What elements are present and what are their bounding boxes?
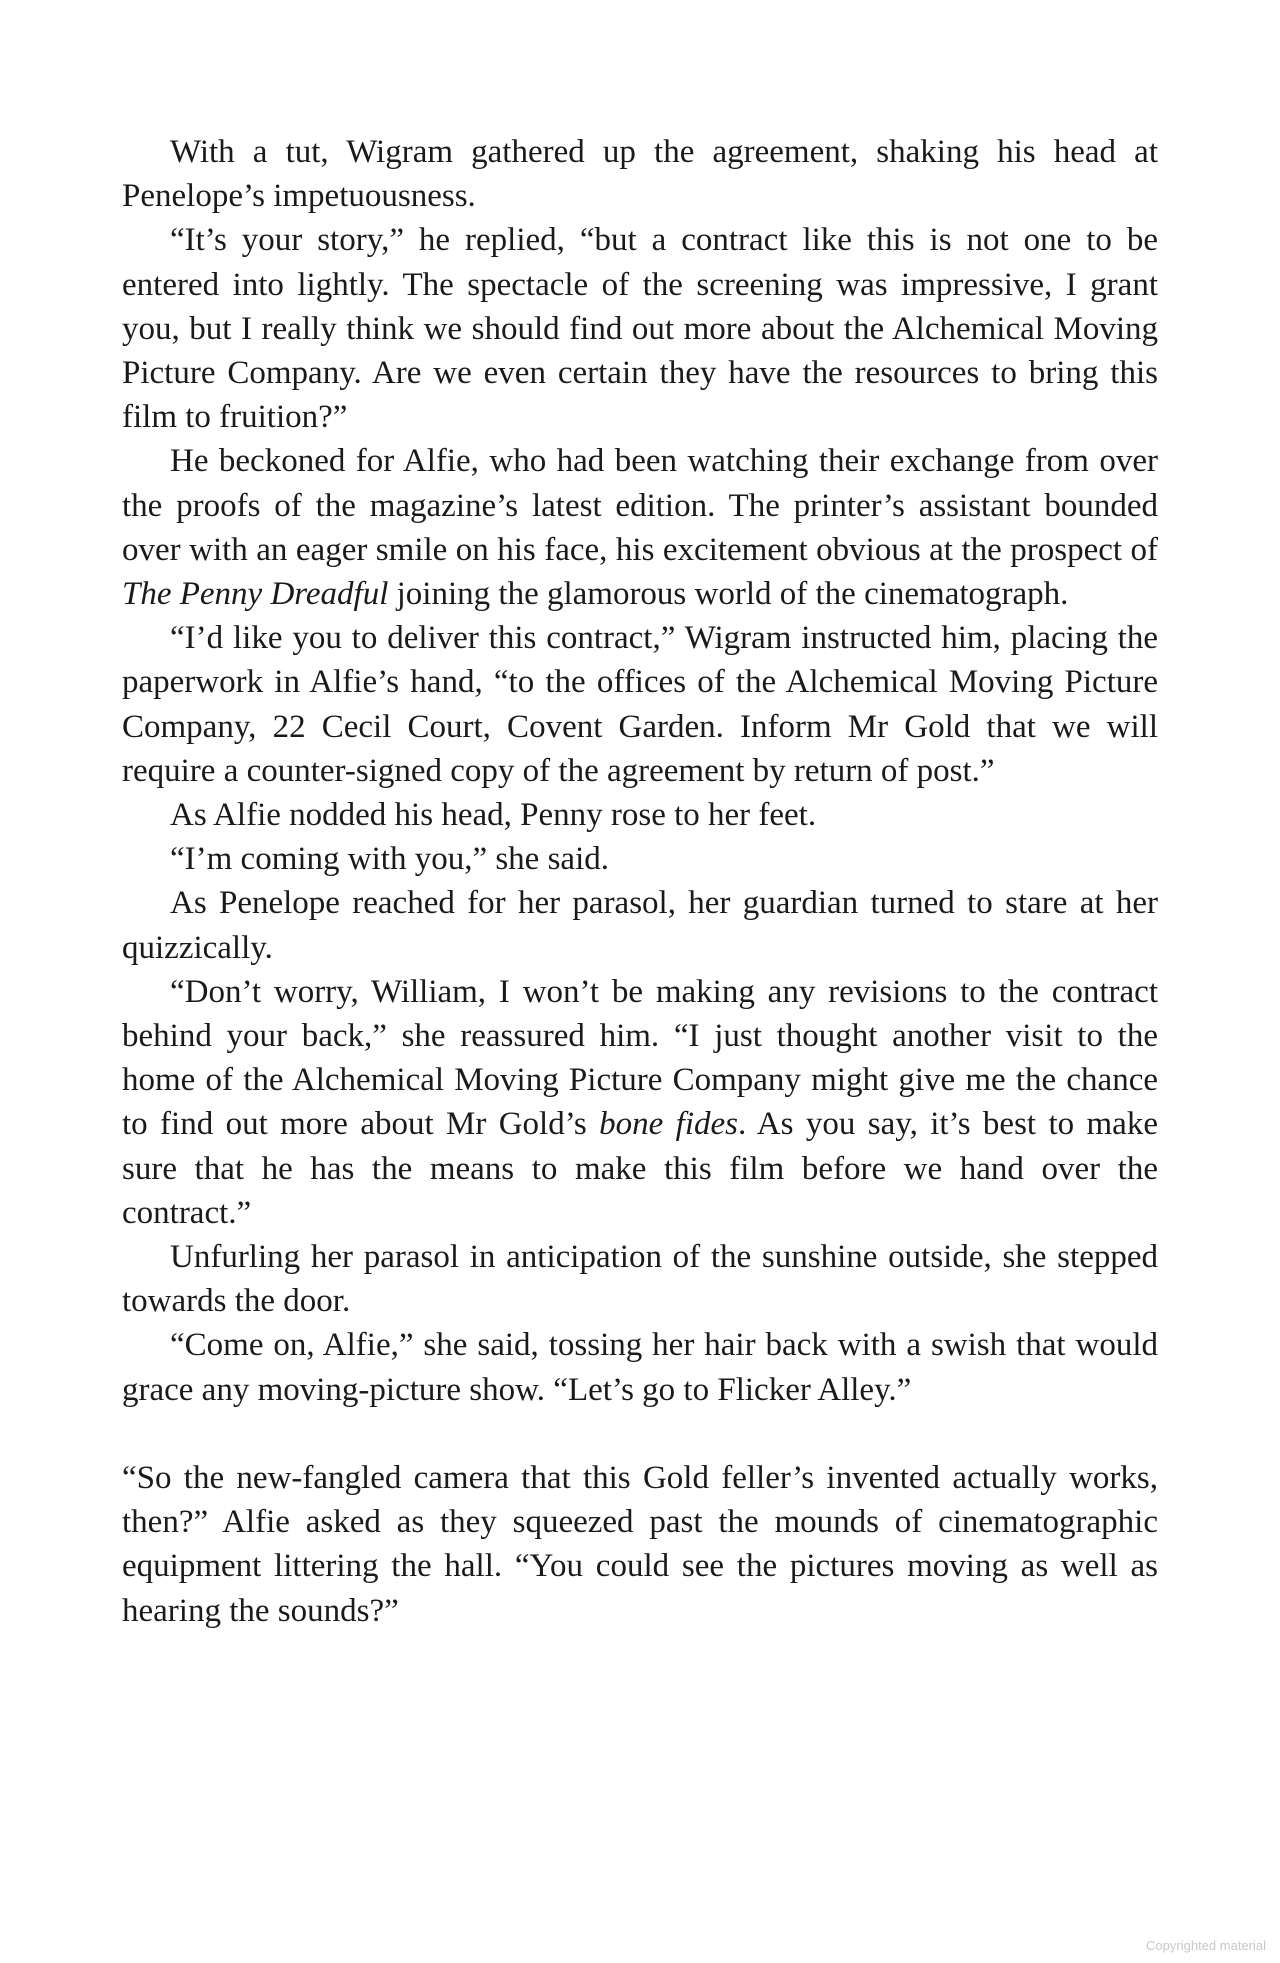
- paragraph-2: “It’s your story,” he replied, “but a contract like this is not one to be entered into lightly. The spectacle of the screening was impressive, I grant you, but I really think we should find out more about the Alchemical Moving Picture Company. Are we even certain they have the resources to bring this film to fruition?”: [122, 222, 1158, 436]
- paragraph-3: [122, 439, 1158, 616]
- paragraph-6: “I’m coming with you,” she said.: [170, 841, 609, 878]
- paragraph-3-start: He beckoned for Alfie, who had been watching their exchange from over the proofs of the magazine’s latest edition. The printer’s assistant bounded over with an eager smile on his face, his excitement obvious at the prospect of: [122, 443, 1158, 568]
- copyright-watermark: Copyrighted material: [1146, 1938, 1266, 1953]
- page-body: [122, 130, 1158, 1633]
- section-break: [122, 1412, 1158, 1456]
- magazine-title-italic: The Penny Dreadful: [122, 576, 389, 613]
- paragraph-7: As Penelope reached for her parasol, her guardian turned to stare at her quizzically.: [122, 885, 1158, 966]
- paragraph-1: With a tut, Wigram gathered up the agreement, shaking his head at Penelope’s impetuousness.: [122, 134, 1158, 215]
- paragraph-10: “Come on, Alfie,” she said, tossing her hair back with a swish that would grace any moving-picture show. “Let’s go to Flicker Alley.”: [122, 1327, 1158, 1408]
- paragraph-11: “So the new-fangled camera that this Gold feller’s invented actually works, then?” Alfie asked as they squeezed past the mounds of cinematographic equipment littering the hall. “You could see the pictures moving as well as hearing the sounds?”: [122, 1459, 1158, 1629]
- paragraph-5: As Alfie nodded his head, Penny rose to her feet.: [170, 797, 817, 834]
- bone-fides-italic: bone fides: [599, 1106, 738, 1143]
- paragraph-8: [122, 970, 1158, 1235]
- paragraph-8-end: . As you say, it’s best to make sure that he has the means to make this film before we hand over the contract.”: [122, 1106, 1158, 1231]
- paragraph-4: “I’d like you to deliver this contract,” Wigram instructed him, placing the paperwork in Alfie’s hand, “to the offices of the Alchemical Moving Picture Company, 22 Cecil Court, Covent Garden. Inform Mr Gold that we will require a counter-signed copy of the agreement by return of post.”: [122, 620, 1158, 789]
- paragraph-9: Unfurling her parasol in anticipation of the sunshine outside, she stepped towards the door.: [122, 1239, 1158, 1320]
- paragraph-3-end: joining the glamorous world of the cinematograph.: [388, 576, 1069, 613]
- paragraph-8-start: “Don’t worry, William, I won’t be making any revisions to the contract behind your back,” she reassured him. “I just thought another visit to the home of the Alchemical Moving Picture Company might give me the chance to find out more about Mr Gold’s: [122, 973, 1158, 1143]
